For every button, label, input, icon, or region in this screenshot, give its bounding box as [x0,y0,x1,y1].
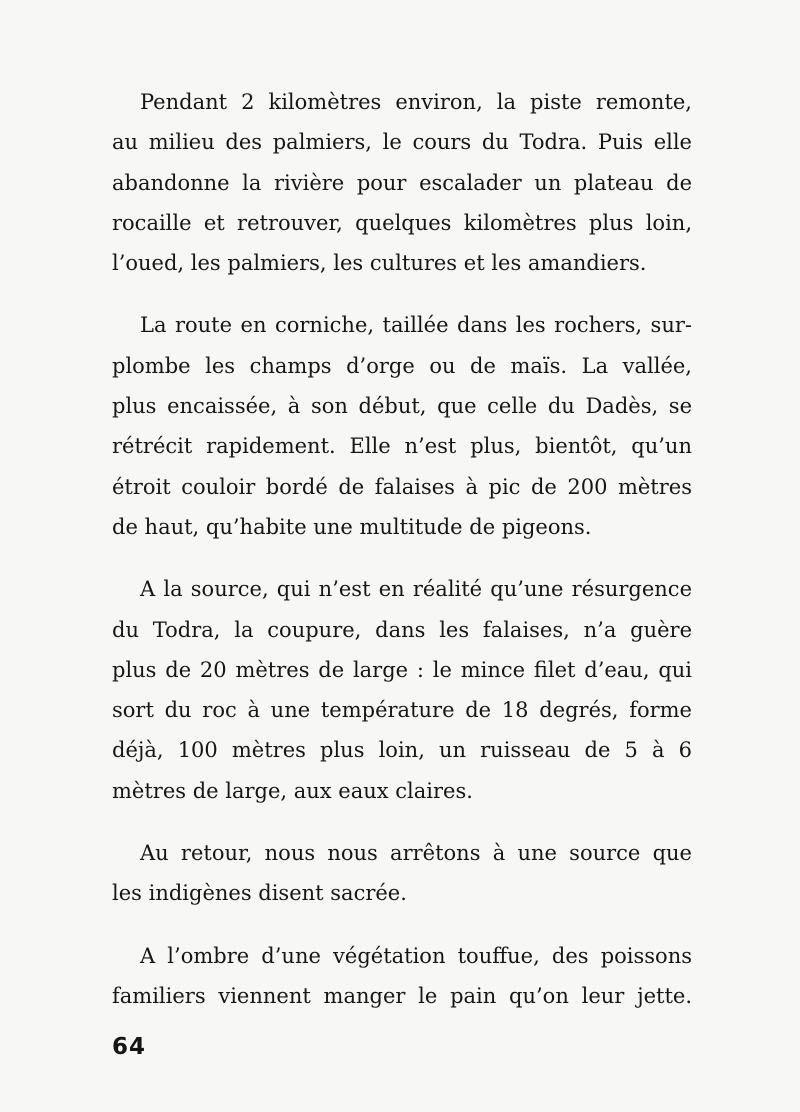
text-line: les indigènes disent sacrée. [112,881,407,906]
paragraph-5 [112,936,692,1017]
paragraph-2 [112,305,692,547]
text-line: Pendant 2 kilomètres environ, la piste remonte, [140,90,692,114]
text-line: plus de 20 mètres de large : le mince filet d’eau, qui [112,657,692,682]
text-line: La route en corniche, taillée dans les rochers, sur- [140,313,692,338]
text-line: mètres de large, aux eaux claires. [112,778,473,803]
text-line: A la source, qui n’est en réalité qu’une résurgence [140,577,692,602]
text-line: au milieu des palmiers, le cours du Todra. Puis elle [112,130,692,155]
paragraph-4 [112,833,692,914]
body-text [112,82,692,1038]
text-line: sort du roc à une température de 18 degrés, forme [112,698,692,723]
text-line: familiers viennent manger le pain qu’on leur jette. [112,983,692,1008]
text-line: plus encaissée, à son début, que celle du Dadès, se [112,394,692,419]
text-line: de haut, qu’habite une multitude de pigeons. [112,514,592,539]
page-number: 64 [112,1034,147,1060]
text-line: rétrécit rapidement. Elle n’est plus, bientôt, qu’un [112,434,692,459]
text-line: du Todra, la coupure, dans les falaises, n’a guère [112,617,692,642]
text-line: abandonne la rivière pour escalader un plateau de [112,170,692,195]
text-line: étroit couloir bordé de falaises à pic de 200 mètres [112,474,692,499]
text-line: Au retour, nous nous arrêtons à une source que [140,841,692,866]
text-line: plombe les champs d’orge ou de maïs. La vallée, [112,353,692,378]
paragraph-1 [112,82,692,283]
text-line: l’oued, les palmiers, les cultures et les amandiers. [112,251,647,276]
text-line: déjà, 100 mètres plus loin, un ruisseau de 5 à 6 [112,738,692,763]
text-line: rocaille et retrouver, quelques kilomètres plus loin, [112,210,692,235]
text-line: A l’ombre d’une végétation touffue, des poissons [140,943,692,968]
paragraph-3 [112,569,692,811]
